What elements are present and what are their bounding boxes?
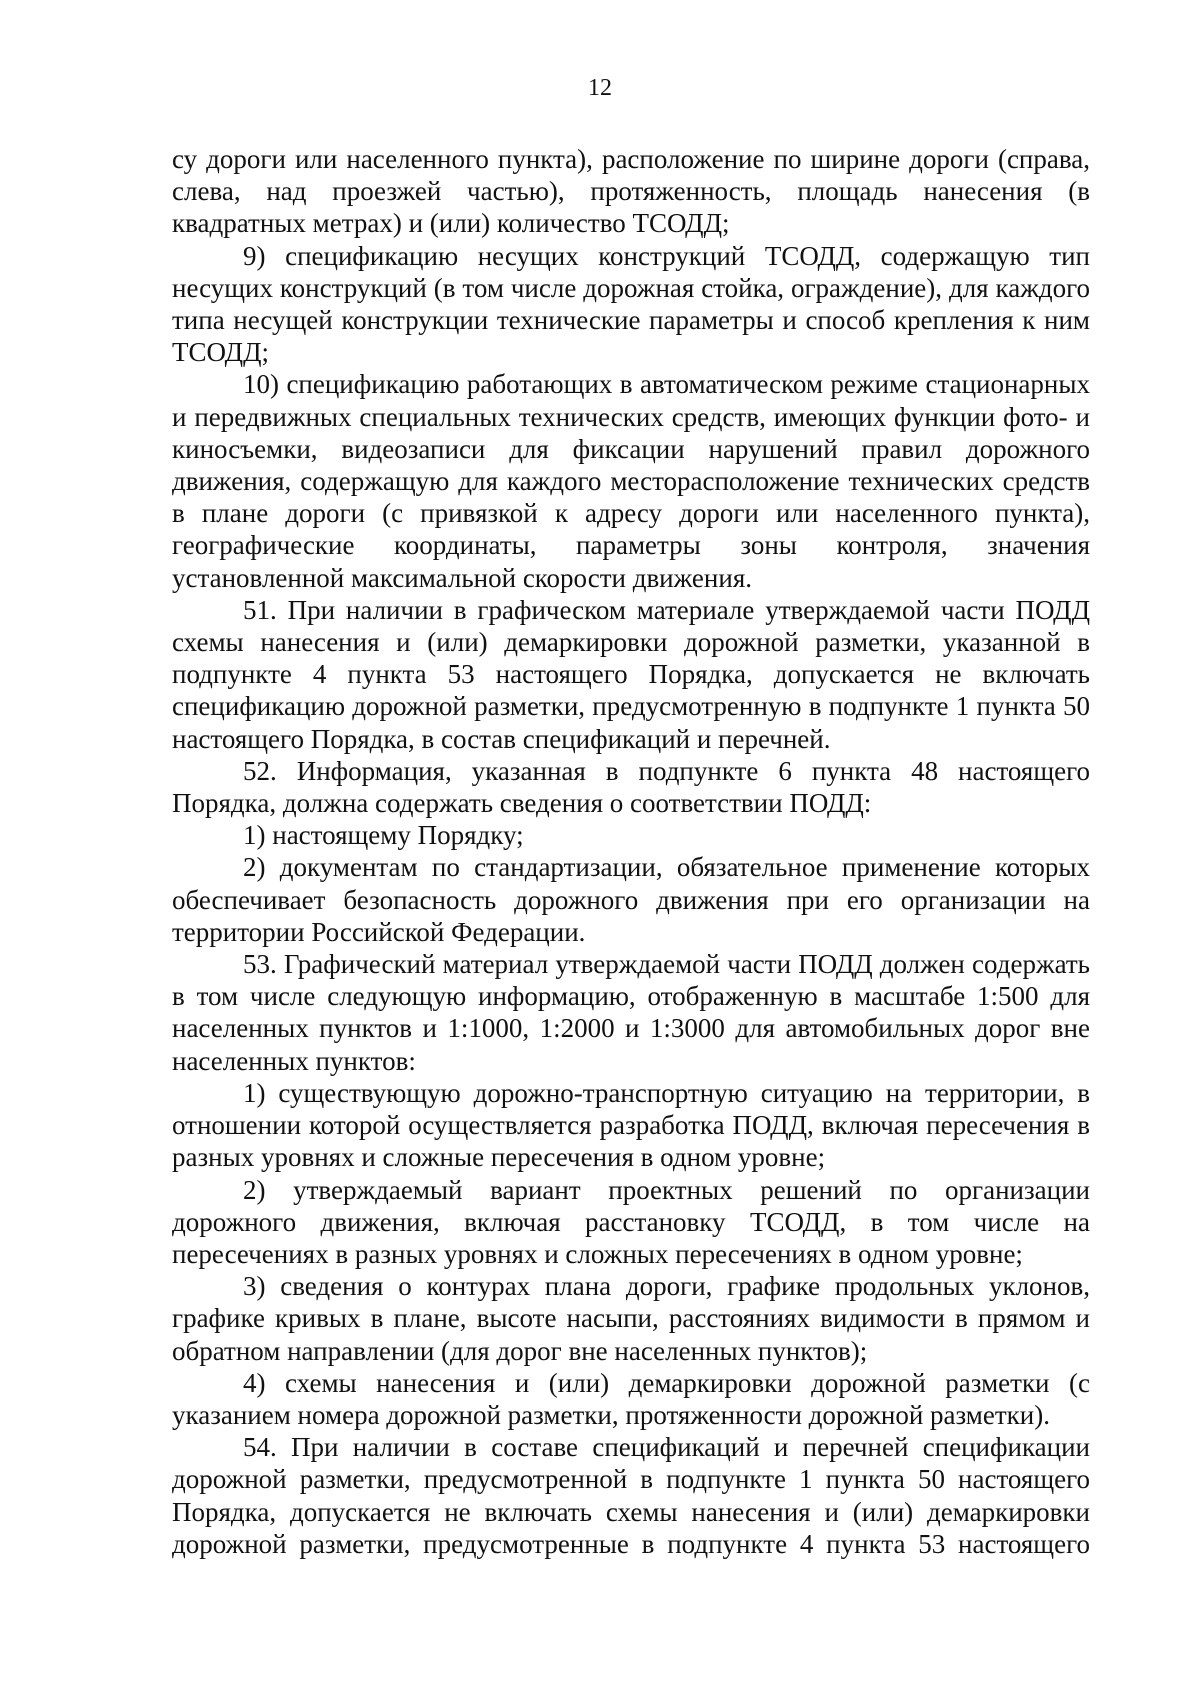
- paragraph-item-9: 9) спецификацию несущих конструкций ТСОДД, содержащую тип несущих конструкций (в том числе дорожная стойка, ограждение), для каждого типа несущей конструкции технические параметры и способ крепления к ним ТСОДД;: [172, 240, 1090, 368]
- paragraph-clause-53-item-1: 1) существующую дорожно-транспортную ситуацию на территории, в отношении которой осуществляется разработка ПОДД, включая пересечения в разных уровнях и сложные пересечения в одном уровне;: [172, 1077, 1090, 1173]
- paragraph-clause-52-item-1: 1) настоящему Порядку;: [243, 820, 524, 851]
- paragraph-clause-51: 51. При наличии в графическом материале утверждаемой части ПОДД схемы нанесения и (или) демаркировки дорожной разметки, указанной в подпункте 4 пункта 53 настоящего Порядка, допускается не включать спецификацию дорожной разметки, предусмотренную в подпункте 1 пункта 50 настоящего Порядка, в состав спецификаций и перечней.: [172, 594, 1090, 754]
- paragraph-clause-52: 52. Информация, указанная в подпункте 6 пункта 48 настоящего Порядка, должна содержать сведения о соответствии ПОДД:: [172, 755, 1090, 819]
- paragraph-clause-53-item-2: 2) утверждаемый вариант проектных решений по организации дорожного движения, включая расстановку ТСОДД, в том числе на пересечениях в разных уровнях и сложных пересечениях в одном уровне;: [172, 1174, 1090, 1269]
- paragraph-clause-53-item-3: 3) сведения о контурах плана дороги, графике продольных уклонов, графике кривых в плане, высоте насыпи, расстояниях видимости в прямом и обратном направлении (для дорог вне населенных пунктов);: [172, 1271, 1090, 1366]
- paragraph-clause-54: 54. При наличии в составе спецификаций и перечней спецификации дорожной разметки, предусмотренной в подпункте 1 пункта 50 настоящего Порядка, допускается не включать схемы нанесения и (или) демаркировки дорожной разметки, предусмотренные в подпункте 4 пункта 53 настоящего: [172, 1432, 1090, 1559]
- document-body: [172, 143, 1090, 1560]
- paragraph-item-10: 10) спецификацию работающих в автоматическом режиме стационарных и передвижных специальных технических средств, имеющих функции фото- и киносъемки, видеозаписи для фиксации нарушений правил дорожного движения, содержащую для каждого месторасположение технических средств в плане дороги (с привязкой к адресу дороги или населенного пункта), географические координаты, параметры зоны контроля, значения установленной максимальной скорости движения.: [172, 369, 1090, 593]
- paragraph-continuation: су дороги или населенного пункта), расположение по ширине дороги (справа, слева, над проезжей частью), протяженность, площадь нанесения (в квадратных метрах) и (или) количество ТСОДД;: [172, 144, 1090, 239]
- paragraph-clause-52-item-2: 2) документам по стандартизации, обязательное применение которых обеспечивает безопасность дорожного движения при его организации на территории Российской Федерации.: [172, 852, 1090, 947]
- paragraph-clause-53-item-4: 4) схемы нанесения и (или) демаркировки дорожной разметки (с указанием номера дорожной разметки, протяженности дорожной разметки).: [172, 1367, 1090, 1430]
- paragraph-clause-53: 53. Графический материал утверждаемой части ПОДД должен содержать в том числе следующую информацию, отображенную в масштабе 1:500 для населенных пунктов и 1:1000, 1:2000 и 1:3000 для автомобильных дорог вне населенных пунктов:: [172, 949, 1090, 1076]
- page-number: 12: [588, 75, 612, 101]
